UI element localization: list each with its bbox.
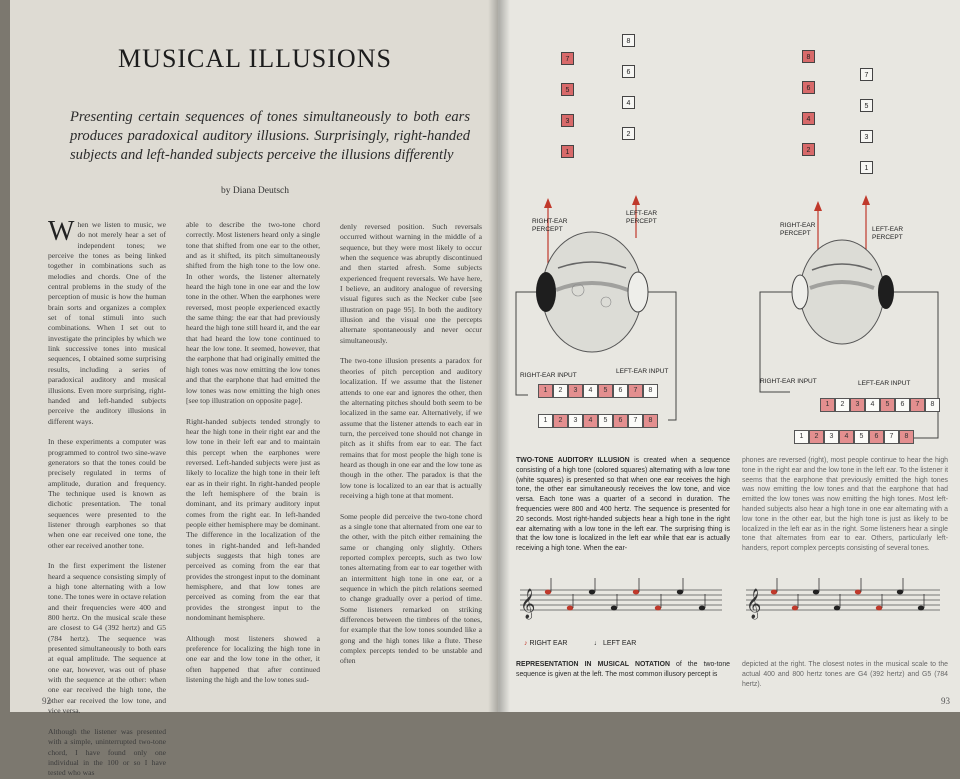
fig1-right-ear-cell: 1 [538,384,553,398]
caption-notation-continued: depicted at the right. The closest notes in the musical scale to the actual 400 and 800 hertz tones are G4 (392 hertz) and G5 (784 hertz). [742,661,948,688]
note-head [611,606,617,611]
fig2-left-ear-cell: 6 [869,430,884,444]
left-ear-input-label: LEFT-EAR INPUT [616,368,669,375]
note-head [545,590,551,595]
drop-cap: W [48,216,75,247]
caption-two-tone-continued: phones are reversed (right), most people continue to hear the high tone in the right ear and the low tone in the left ear. To the listener it seems that the earphone that previously emitted the high tones was now emitting the low tones and that the earphone that had emitted the low tones was now emitting the high tones. Most left-handed subjects also hear a high tone in one ear alternating with a low tone in the other ear, but the high tone is just as likely to be localized in the left ear as in the right. Some listeners hear a single tone that alternates from ear to ear. Others, particularly left-handers, report complex percepts consisting of several tones. [742,457,948,553]
fig1-left-ear-cell: 1 [538,414,553,428]
fig1-high-square: 1 [561,145,574,158]
musical-notation [498,580,960,660]
article-title: MUSICAL ILLUSIONS [118,44,392,73]
fig2-right-ear-cell: 5 [880,398,895,412]
caption-body: of the two-tone sequence is given at the left. The most common illusory percept is [516,661,730,678]
text-column-3 [340,222,482,667]
arrow-head-icon [814,201,822,211]
left-page [10,0,500,778]
article-subtitle: Presenting certain sequences of tones simultaneously to both ears produces paradoxical auditory illusions. Surprisingly, right-handed subjects and left-handed subjects perceive the illusions differently [70,109,470,163]
fig1-right-ear-cell: 5 [598,384,613,398]
left-ear-legend [594,640,654,648]
fig2-right-ear-percept-label: RIGHT-EAR PERCEPT [780,222,816,237]
fig2-low-square: 7 [860,68,873,81]
text-column-2 [186,220,320,685]
left-ear-percept-label: LEFT-EAR PERCEPT [626,210,658,225]
fig1-right-ear-cell: 6 [613,384,628,398]
column-1-text: hen we listen to music, we do not merely hear a set of independent tones; we perceive the tones as being linked together in combinations such as melodies and chords. One of the central problems in the study of the perception of music is how the human brain sorts and organizes a complex set of tonal stimuli into such combinations. When I set out to investigate the principles by which we link successive tones into musical sequences, I obtained some surprising results, including a series of paradoxical auditory and musical illusions. Even more surprising, right-handed and left-handed subjects perceive the auditory illusions in different ways. In these experiments a computer was programmed to control two sine-wave generators so that the tones could be precisely regulated in terms of amplitude, duration and frequency. The technique used is known as dichotic presentation. The tonal sequences were presented to the listener through earphones so that when one ear received one tone, the other ear received another tone. In the first experiment the listener heard a sequence consisting simply of a high tone alternating with a low tone. The tones were in octave relation and their frequencies were 400 and 800 hertz. On the musical scale these are closest to G4 (392 hertz) and G5 (784 hertz). The sequence was presented simultaneously to both ears at equal amplitude. The sequence at one ear, however, was out of phase with the sequence at the other: when one ear received the high tone, the other ear received the low tone, and vice versa. Although the listener was presented with a simple, uninterrupted two-tone chord, I have found only one individual in the 100 or so I have tested who was [48,220,166,778]
note-head [655,606,661,611]
note-head [918,606,924,611]
fig1-left-ear-cell: 4 [583,414,598,428]
page-gutter [488,0,510,712]
fig2-left-ear-cell: 7 [884,430,899,444]
caption-heading: REPRESENTATION IN MUSICAL NOTATION [516,661,670,668]
fig1-right-ear-cell: 4 [583,384,598,398]
note-head [699,606,705,611]
treble-clef-icon: 𝄞 [746,589,762,619]
fig2-low-square: 5 [860,99,873,112]
fig1-left-ear-cell: 2 [553,414,568,428]
fig2-right-ear-cell: 2 [835,398,850,412]
fig2-left-ear-input-label: LEFT-EAR INPUT [858,380,911,387]
arrow-head-icon [862,195,870,205]
right-ear-legend [524,640,584,648]
fig2-left-ear-cell: 3 [824,430,839,444]
fig1-low-square: 2 [622,127,635,140]
arrow-head-icon [544,198,552,208]
fig2-right-ear-cell: 1 [820,398,835,412]
fig1-left-ear-cell: 5 [598,414,613,428]
fig1-low-square: 8 [622,34,635,47]
byline: by Diana Deutsch [220,186,290,196]
fig1-left-ear-cell: 6 [613,414,628,428]
fig1-low-square: 4 [622,96,635,109]
note-head [589,590,595,595]
fig1-high-square: 5 [561,83,574,96]
note-head [834,606,840,611]
note-head [633,590,639,595]
page-number: 92 [42,696,51,706]
page-number: 93 [941,696,950,706]
fig1-right-ear-cell: 8 [643,384,658,398]
fig2-left-ear-cell: 4 [839,430,854,444]
fig2-left-ear-cell: 1 [794,430,809,444]
head-with-earphones-icon [792,240,894,344]
right-ear-legend-text: RIGHT EAR [529,640,568,647]
column-3-text: denly reversed position. Such reversals occurred without warning in the middle of a sequence, but they were most likely to occur when the sequence was abruptly discontinued and then started afresh. Some subjects experienced frequent reversals. We have here, I believe, an auditory analogue of reversing visual figures such as the Necker cube [see illustration on page 95]. In both the auditory illusion and the visual one the percepts alternate spontaneously and never occur simultaneously. The two-tone illusion presents a paradox for theories of pitch perception and auditory localization. If we assume that the listener attends to one ear and ignores the other, then the alternating pitches should both seem to be localized in the same ear. Alternatively, if we assume that the listener attends to each ear in turn, the perceived tone should not change in pitch as it shifts from ear to ear. The fact remains that for most people the high tone is heard as though in one ear and the low tone as though in the other. The paradox is that the low tone is localized to an ear that is actually receiving a high tone at that moment. Some people did perceive the two-tone chord as a single tone that alternated from one ear to the other, with the pitch either remaining the same or changing only slightly. Others reported complex percepts, such as two low tones alternating from ear to ear together with an intermittent high tone in one ear, or a sequence in which the pitch relations seemed to change gradually over a period of time. Some listeners remarked on striking differences between the timbres of the tones, for example that the low tones sounded like a gong and the high tones like a flute. These complex percepts tended to be unstable and often [340,222,482,666]
fig1-left-ear-cell: 3 [568,414,583,428]
fig2-right-ear-cell: 8 [925,398,940,412]
caption-notation [516,660,730,680]
note-head [876,606,882,611]
caption-body: is created when a sequence consisting of a high tone (colored squares) alternating with a low tone (white squares) is presented so that when one ear receives the high tone, the other ear simultaneously receives the low tone, and vice versa. Each tone was a quarter of a second in duration. The frequencies were 800 and 400 hertz. The sequence is presented for 20 seconds. Most right-handed subjects hear a high tone in the right ear alternating with a low tone in the left ear. The surprising thing is that the low tone is localized in the left ear while that ear is actually receiving a high tone. When the ear- [516,457,730,553]
note-head [897,590,903,595]
fig2-right-ear-cell: 6 [895,398,910,412]
column-2-text: able to describe the two-tone chord correctly. Most listeners heard only a single tone that shifted from one ear to the other, and as it shifted, its pitch simultaneously shifted from the high tone to the low one. In other words, the listener alternately heard the high tone in one ear and the low tone in the other. When the earphones were reversed, most people experienced exactly the same thing: the ear that had previously heard the high tone still heard it, and the ear that had heard the low tone continued to hear the low tone. It seemed, however, that the earphone that had originally emitted the high tones was now emitting the low tones and that the earphone that had emitted the low tones was now emitting the high ones [see top illustration on opposite page]. Right-handed subjects tended strongly to hear the high tone in their right ear and the low tone in their left ear and to maintain this percept when the earphones were reversed. Left-handed subjects were just as likely to localize the high tone in their left ear as in their right. In right-handed people the left hemisphere of the brain is dominant, and its primary auditory input comes from the right ear. In left-handed people either hemisphere may be dominant. The difference in the localization of the tones in right-handed and left-handed subjects suggests that high tones are perceived as coming from the ear that provides the strongest input to the dominant hemisphere, and that low tones are perceived as coming from the ear that provides the strongest input to the nondominant hemisphere. Although most listeners showed a preference for localizing the high tone in one ear and the low tone in the other, it often happened that after continued listening the high and the low tones sud- [186,220,320,685]
right-ear-percept-label: RIGHT-EAR PERCEPT [532,218,568,233]
note-head [567,606,573,611]
fig1-left-ear-cell: 7 [628,414,643,428]
fig2-right-ear-input-label: RIGHT-EAR INPUT [760,378,817,385]
fig2-left-ear-cell: 8 [899,430,914,444]
fig2-high-square: 2 [802,143,815,156]
fig2-left-ear-cell: 5 [854,430,869,444]
note-head [855,590,861,595]
fig2-high-square: 8 [802,50,815,63]
fig2-right-ear-cell: 4 [865,398,880,412]
fig2-low-square: 1 [860,161,873,174]
text-column-1 [48,216,166,779]
arrow-head-icon [632,195,640,205]
treble-clef-icon: 𝄞 [520,589,536,619]
note-icon: ♪ [524,640,528,647]
fig1-left-ear-cell: 8 [643,414,658,428]
note-icon: ♩ [594,640,601,647]
note-head [813,590,819,595]
fig2-high-square: 6 [802,81,815,94]
note-head [792,606,798,611]
fig1-right-ear-cell: 7 [628,384,643,398]
fig2-right-ear-cell: 3 [850,398,865,412]
fig1-right-ear-cell: 2 [553,384,568,398]
fig2-left-ear-cell: 2 [809,430,824,444]
head-with-earphones-icon [536,232,648,352]
fig1-low-square: 6 [622,65,635,78]
right-ear-input-label: RIGHT-EAR INPUT [520,372,577,379]
caption-two-tone [516,456,730,554]
fig2-low-square: 3 [860,130,873,143]
left-ear-legend-text: LEFT EAR [602,640,637,647]
note-head [677,590,683,595]
fig2-right-ear-cell: 7 [910,398,925,412]
fig2-left-ear-percept-label: LEFT-EAR PERCEPT [872,226,904,241]
note-head [771,590,777,595]
right-page [498,0,960,712]
fig2-high-square: 4 [802,112,815,125]
fig1-high-square: 3 [561,114,574,127]
caption-heading: TWO-TONE AUDITORY ILLUSION [516,457,630,464]
fig1-high-square: 7 [561,52,574,65]
fig1-right-ear-cell: 3 [568,384,583,398]
